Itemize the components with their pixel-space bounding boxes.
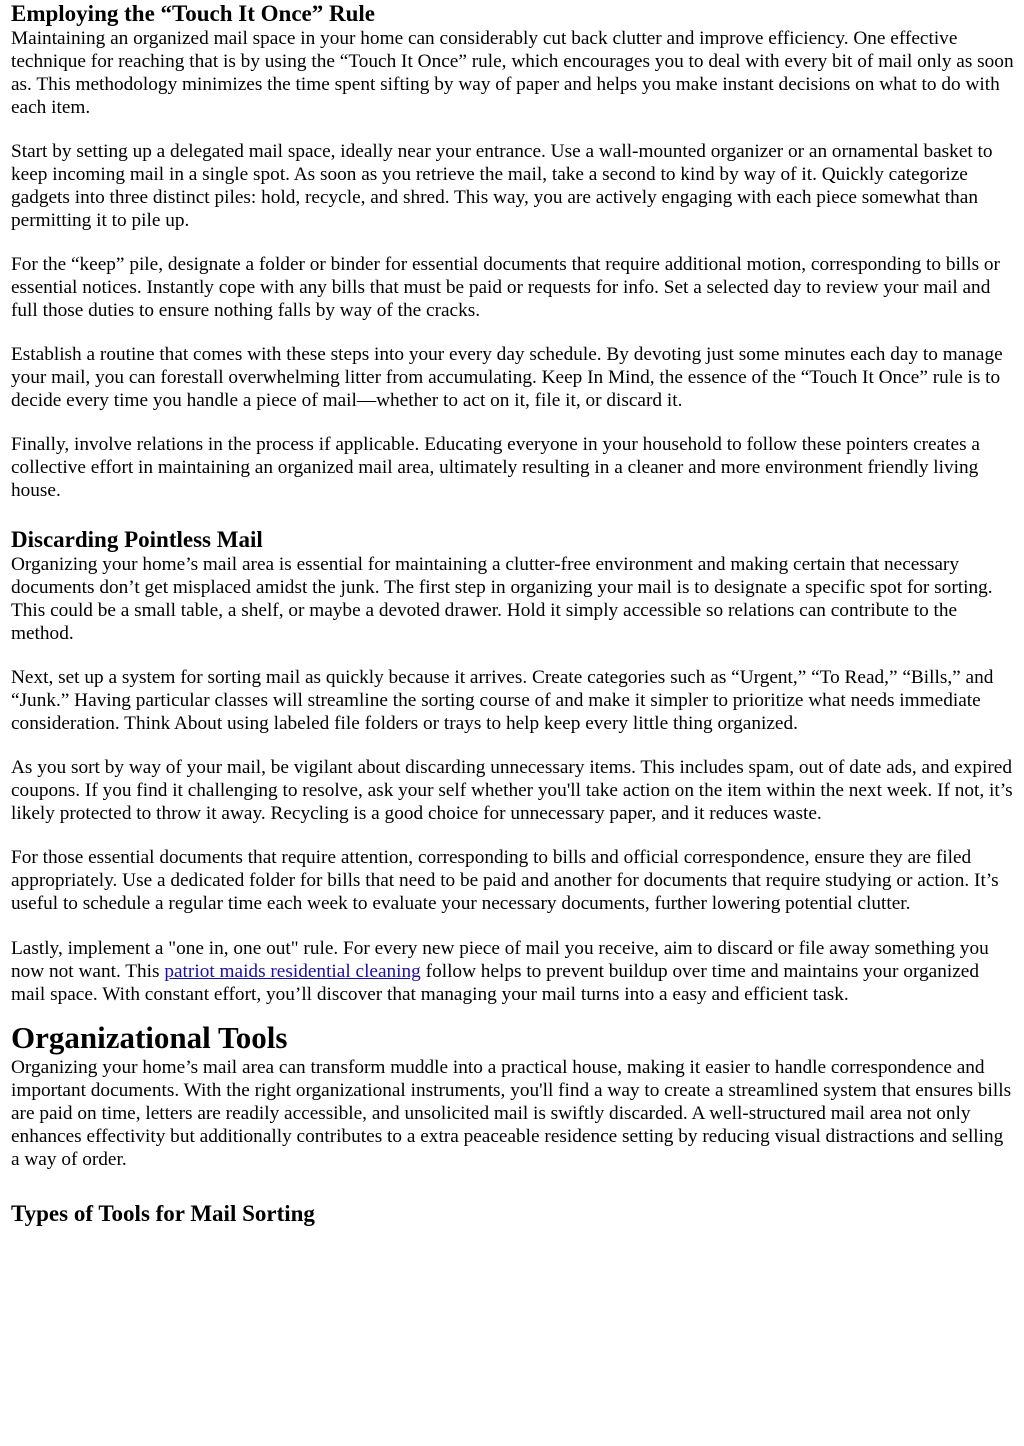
paragraph: Organizing your home’s mail area is essential for maintaining a clutter-free environment and making certain that necessary documents don’t get misplaced amidst the junk. The first step in organizing your mail is to designate a specific spot for sorting. This could be a small table, a shelf, or maybe a devoted drawer. Hold it simply accessible so relations can contribute to the method. — [11, 554, 993, 644]
paragraph: For those essential documents that require attention, corresponding to bills and official correspondence, ensure they are filed appropriately. Use a dedicated folder for bills that need to be paid and another for documents that require studying or action. It’s useful to schedule a regular time each week to evaluate your necessary documents, further lowering potential clutter. — [11, 847, 999, 914]
patriot-maids-link[interactable]: patriot maids residential cleaning — [164, 961, 421, 982]
paragraph: Organizing your home’s mail area can transform muddle into a practical house, making it easier to handle correspondence and important documents. With the right organizational instruments, you'll find a way to create a streamlined system that ensures bills are paid on time, letters are readily accessible, and unsolicited mail is swiftly discarded. A well-structured mail area not only enhances effectivity but additionally contributes to a extra peaceable residence setting by reducing visual distractions and selling a way of order. — [11, 1057, 1012, 1170]
heading-types-of-tools: Types of Tools for Mail Sorting — [11, 1201, 315, 1226]
link-paragraph-text-before: Lastly, implement a "one in, one out" rule. For every new piece of mail you receive, aim to discard or file away something you now not want. This — [11, 938, 989, 982]
heading-organizational-tools: Organizational Tools — [11, 1020, 288, 1055]
paragraph: As you sort by way of your mail, be vigilant about discarding unnecessary items. This includes spam, out of date ads, and expired coupons. If you find it challenging to resolve, ask your self whether you'll take action on the item within the next week. If not, it’s likely protected to throw it away. Recycling is a good choice for unnecessary paper, and it reduces waste. — [11, 757, 1013, 824]
paragraph: Establish a routine that comes with these steps into your every day schedule. By devoting just some minutes each day to manage your mail, you can forestall overwhelming litter from accumulating. Keep In Mind, the essence of the “Touch It Once” rule is to decide every time you handle a piece of mail—whether to act on it, file it, or discard it. — [11, 344, 1003, 411]
paragraph: Finally, involve relations in the process if applicable. Educating everyone in your household to follow these pointers creates a collective effort in maintaining an organized mail area, ultimately resulting in a cleaner and more environment friendly living house. — [11, 434, 980, 501]
paragraph-with-link — [11, 937, 1014, 1006]
heading-discarding-mail: Discarding Pointless Mail — [11, 527, 263, 552]
paragraph: Start by setting up a delegated mail space, ideally near your entrance. Use a wall-mounted organizer or an ornamental basket to keep incoming mail in a single spot. As soon as you retrieve the mail, take a second to kind by way of it. Quickly categorize gadgets into three distinct piles: hold, recycle, and shred. This way, you are actively engaging with each piece somewhat than permitting it to pile up. — [11, 141, 993, 231]
paragraph: Maintaining an organized mail space in your home can considerably cut back clutter and improve efficiency. One effective technique for reaching that is by using the “Touch It Once” rule, which encourages you to deal with every bit of mail only as soon as. This methodology minimizes the time spent sifting by way of paper and helps you make instant decisions on what to do with each item. — [11, 28, 1014, 118]
paragraph: Next, set up a system for sorting mail as quickly because it arrives. Create categories such as “Urgent,” “To Read,” “Bills,” and “Junk.” Having particular classes will streamline the sorting course of and make it simpler to prioritize what needs immediate consideration. Think About using labeled file folders or trays to help keep every little thing organized. — [11, 667, 994, 734]
paragraph: For the “keep” pile, designate a folder or binder for essential documents that require additional motion, corresponding to bills or essential notices. Instantly cope with any bills that must be paid or requests for info. Set a selected day to review your mail and full those duties to ensure nothing falls by way of the cracks. — [11, 254, 1000, 321]
link-paragraph-text-after: follow helps to prevent buildup over time and maintains your organized mail space. With constant effort, you’ll discover that managing your mail turns into a easy and efficient task. — [11, 961, 979, 1005]
heading-touch-it-once: Employing the “Touch It Once” Rule — [11, 1, 376, 26]
